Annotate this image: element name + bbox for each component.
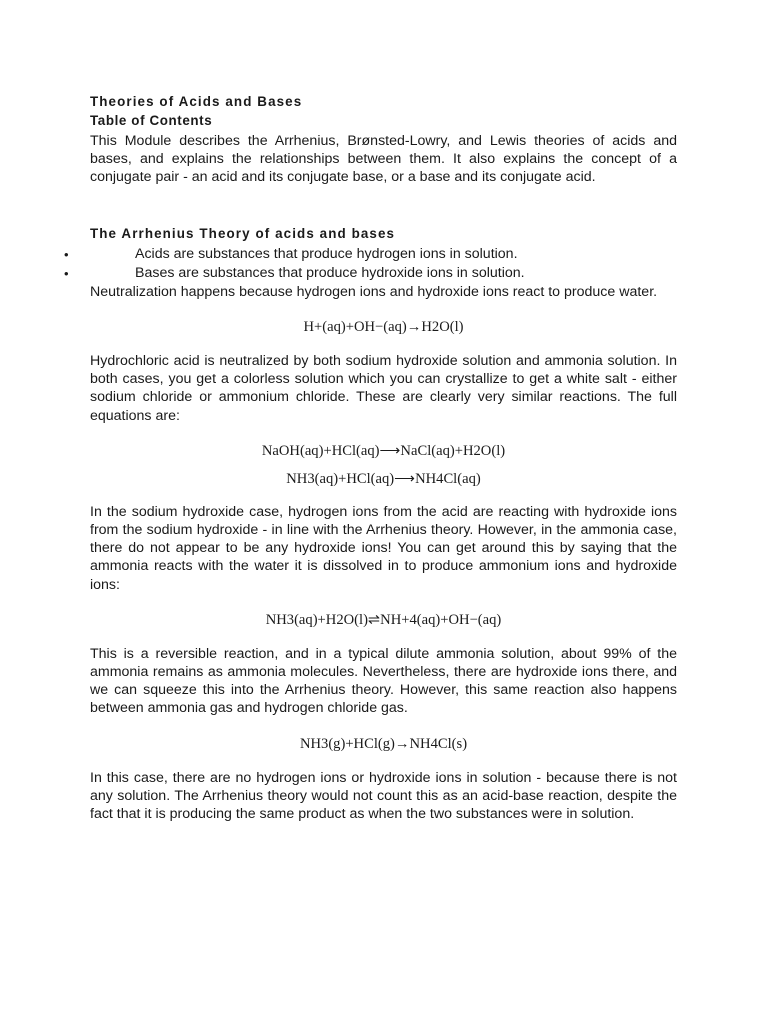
table-of-contents-label: Table of Contents — [90, 112, 213, 128]
equation-neutralization: H+(aq)+OH−(aq)→H2O(l) — [303, 319, 464, 336]
equation-naoh-hcl: NaOH(aq)+HCl(aq)⟶NaCl(aq)+H2O(l) — [261, 442, 506, 459]
section-heading-arrhenius: The Arrhenius Theory of acids and bases — [90, 225, 396, 241]
bullet-icon: • — [64, 265, 69, 281]
list-item-text: Bases are substances that produce hydroxide ions in solution. — [135, 264, 525, 281]
neutralization-paragraph: Neutralization happens because hydrogen ions and hydroxide ions react to produce water. — [90, 283, 658, 300]
document-page — [64, 93, 677, 823]
equation-ammonia-water: NH3(aq)+H2O(l)⇌NH+4(aq)+OH−(aq) — [265, 611, 502, 628]
bullet-icon: • — [64, 246, 69, 262]
list-item-text: Acids are substances that produce hydrogen ions in solution. — [135, 245, 518, 262]
reversible-paragraph: This is a reversible reaction, and in a typical dilute ammonia solution, about 99% of the ammonia remains as ammonia molecules. Nevertheless, there are hydroxide ions there, and we can squeeze this into the Arrhenius theory. However, this same reaction also happens between ammonia gas and hydrogen chloride gas. — [90, 645, 677, 717]
intro-paragraph: This Module describes the Arrhenius, Brønsted-Lowry, and Lewis theories of acids and bases, and explains the relationships between them. It also explains the concept of a conjugate pair - an acid and its conjugate base, or a base and its conjugate acid. — [90, 133, 677, 186]
equation-gas-reaction: NH3(g)+HCl(g)→NH4Cl(s) — [299, 735, 468, 752]
gas-paragraph: In this case, there are no hydrogen ions or hydroxide ions in solution - because there is not any solution. The Arrhenius theory would not count this as an acid-base reaction, despite the fact that it is producing the same product as when the two substances were in solution. — [90, 769, 677, 823]
definition-list — [64, 245, 677, 283]
hcl-paragraph: Hydrochloric acid is neutralized by both sodium hydroxide solution and ammonia solution. In both cases, you get a colorless solution which you can crystallize to get a white salt - either sodium chloride or ammonium chloride. These are clearly very similar reactions. The full equations are: — [90, 353, 677, 424]
document-title: Theories of Acids and Bases — [90, 94, 303, 109]
list-item — [64, 245, 677, 264]
equation-nh3-hcl: NH3(aq)+HCl(aq)⟶NH4Cl(aq) — [286, 470, 481, 487]
list-item — [64, 264, 677, 283]
ammonia-paragraph: In the sodium hydroxide case, hydrogen ions from the acid are reacting with hydroxide ions from the sodium hydroxide - in line with the Arrhenius theory. However, in the ammonia case, there do not appear to be any hydroxide ions! You can get around this by saying that the ammonia reacts with the water it is dissolved in to produce ammonium ions and hydroxide ions: — [90, 503, 677, 593]
